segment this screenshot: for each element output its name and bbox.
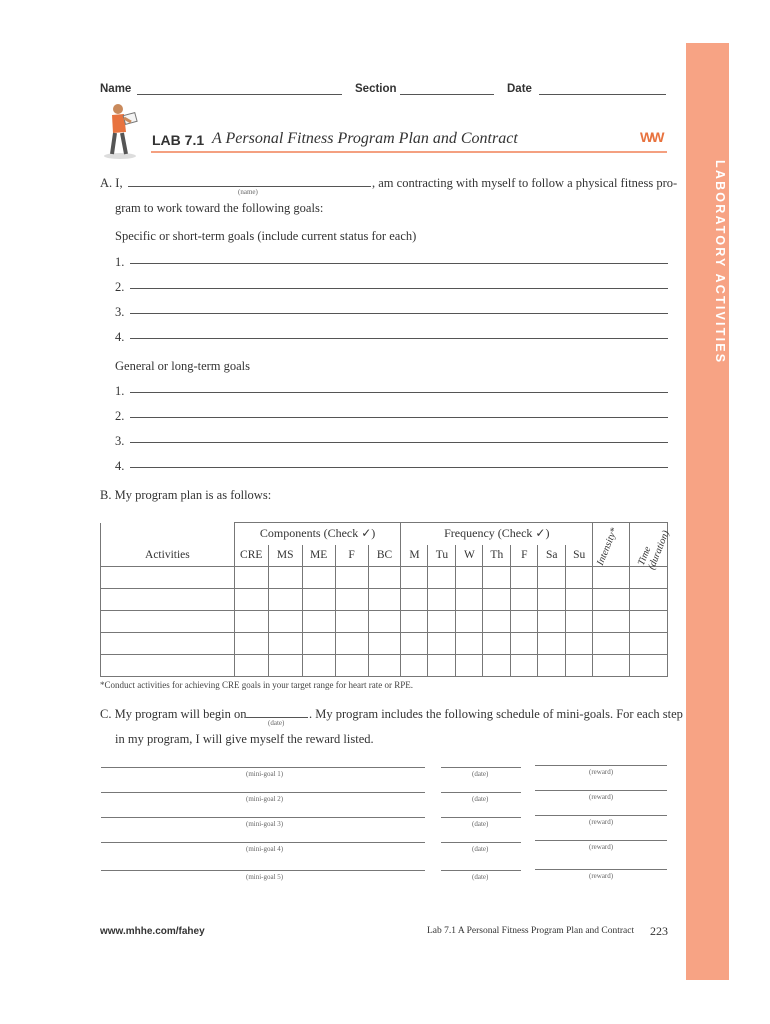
day-m: M xyxy=(401,545,428,567)
day-f: F xyxy=(511,545,538,567)
reward-caption: (reward) xyxy=(589,793,614,801)
table-cell[interactable] xyxy=(302,566,335,588)
mini-goal-date-line[interactable] xyxy=(441,792,521,793)
table-cell[interactable] xyxy=(593,632,630,654)
web-icon[interactable]: WW xyxy=(640,129,663,145)
table-cell[interactable] xyxy=(456,588,483,610)
name-field[interactable] xyxy=(137,94,342,95)
mini-goal-caption: (mini-goal 3) xyxy=(246,820,284,828)
mini-goal-date-caption: (date) xyxy=(472,820,489,828)
mini-goal-line[interactable] xyxy=(101,767,425,768)
table-cell[interactable] xyxy=(593,566,630,588)
table-cell[interactable] xyxy=(401,588,428,610)
table-cell[interactable] xyxy=(268,566,302,588)
general-goal-number: 1. xyxy=(115,384,125,398)
mini-goal-date-line[interactable] xyxy=(441,767,521,768)
table-cell[interactable] xyxy=(593,588,630,610)
section-field[interactable] xyxy=(400,94,494,95)
day-sa: Sa xyxy=(538,545,566,567)
table-cell[interactable] xyxy=(302,588,335,610)
general-goal-line[interactable] xyxy=(130,417,668,418)
table-cell[interactable] xyxy=(511,566,538,588)
table-cell[interactable] xyxy=(368,654,401,676)
mini-goal-date-caption: (date) xyxy=(472,873,489,881)
table-cell[interactable] xyxy=(234,654,268,676)
table-cell[interactable] xyxy=(268,610,302,632)
table-footnote: *Conduct activities for achieving CRE goals in your target range for heart rate or RPE. xyxy=(100,680,413,690)
section-label: Section xyxy=(355,83,397,95)
table-cell[interactable] xyxy=(234,610,268,632)
reward-line[interactable] xyxy=(535,790,667,791)
table-cell[interactable] xyxy=(630,654,668,676)
table-cell[interactable] xyxy=(428,566,456,588)
table-cell[interactable] xyxy=(456,654,483,676)
reward-line[interactable] xyxy=(535,765,667,766)
day-w: W xyxy=(456,545,483,567)
table-cell[interactable] xyxy=(268,588,302,610)
person-reading-illustration xyxy=(98,98,146,160)
table-cell[interactable] xyxy=(401,632,428,654)
table-row xyxy=(101,654,668,676)
footer-running-title: Lab 7.1 A Personal Fitness Program Plan and Contract xyxy=(427,926,635,936)
lab-title: A Personal Fitness Program Plan and Contract xyxy=(212,130,518,147)
table-cell[interactable] xyxy=(335,632,368,654)
component-cre: CRE xyxy=(234,545,268,567)
lab-number: LAB 7.1 xyxy=(152,132,205,148)
table-cell[interactable] xyxy=(566,632,593,654)
table-cell[interactable] xyxy=(335,588,368,610)
table-cell[interactable] xyxy=(368,610,401,632)
table-cell[interactable] xyxy=(511,588,538,610)
table-cell[interactable] xyxy=(483,588,511,610)
mini-goal-date-caption: (date) xyxy=(472,770,489,778)
reward-caption: (reward) xyxy=(589,818,614,826)
activities-header-cell xyxy=(101,523,235,545)
time-header xyxy=(630,523,672,572)
section-c-prefix: C. My program will begin on xyxy=(100,707,247,721)
table-cell[interactable] xyxy=(511,654,538,676)
reward-caption: (reward) xyxy=(589,872,614,880)
reward-caption: (reward) xyxy=(589,843,614,851)
table-cell[interactable] xyxy=(566,566,593,588)
table-cell[interactable] xyxy=(483,632,511,654)
table-cell[interactable] xyxy=(483,566,511,588)
table-row xyxy=(101,566,668,588)
title-rule xyxy=(151,151,667,153)
day-th: Th xyxy=(483,545,511,567)
section-a-prefix: A. I, xyxy=(100,176,123,190)
specific-goal-line[interactable] xyxy=(130,313,668,314)
table-cell[interactable] xyxy=(456,610,483,632)
day-su: Su xyxy=(566,545,593,567)
table-cell[interactable] xyxy=(335,610,368,632)
component-ms: MS xyxy=(268,545,302,567)
table-cell[interactable] xyxy=(234,566,268,588)
table-cell[interactable] xyxy=(630,566,668,588)
specific-goal-number: 3. xyxy=(115,305,125,319)
sidebar-label: LABORATORY ACTIVITIES xyxy=(713,160,727,365)
table-cell[interactable] xyxy=(538,610,566,632)
intensity-header-text: Intensity* xyxy=(595,526,621,568)
general-goal-line[interactable] xyxy=(130,392,668,393)
begin-date-caption: (date) xyxy=(268,719,285,727)
component-f: F xyxy=(335,545,368,567)
table-cell[interactable] xyxy=(456,632,483,654)
table-cell[interactable] xyxy=(593,654,630,676)
specific-goal-number: 1. xyxy=(115,255,125,269)
table-cell[interactable] xyxy=(630,632,668,654)
table-cell[interactable] xyxy=(268,654,302,676)
table-cell[interactable] xyxy=(630,610,668,632)
table-cell[interactable] xyxy=(593,610,630,632)
general-goal-line[interactable] xyxy=(130,442,668,443)
table-row xyxy=(101,610,668,632)
table-cell[interactable] xyxy=(335,654,368,676)
table-cell[interactable] xyxy=(101,632,235,654)
specific-goal-number: 4. xyxy=(115,330,125,344)
table-cell[interactable] xyxy=(566,610,593,632)
mini-goal-caption: (mini-goal 4) xyxy=(246,845,284,853)
specific-goal-line[interactable] xyxy=(130,288,668,289)
activities-header: Activities xyxy=(101,545,235,567)
table-cell[interactable] xyxy=(630,588,668,610)
table-cell[interactable] xyxy=(566,588,593,610)
table-cell[interactable] xyxy=(428,588,456,610)
table-cell[interactable] xyxy=(511,610,538,632)
mini-goal-caption: (mini-goal 2) xyxy=(246,795,284,803)
table-cell[interactable] xyxy=(428,654,456,676)
general-goal-number: 3. xyxy=(115,434,125,448)
component-bc: BC xyxy=(368,545,401,567)
name-label: Name xyxy=(100,83,132,95)
day-tu: Tu xyxy=(428,545,456,567)
table-cell[interactable] xyxy=(234,632,268,654)
table-cell[interactable] xyxy=(401,610,428,632)
table-cell[interactable] xyxy=(401,654,428,676)
table-cell[interactable] xyxy=(101,566,235,588)
section-c-suffix: . My program includes the following schedule of mini-goals. For each step xyxy=(309,707,683,721)
reward-line[interactable] xyxy=(535,815,667,816)
table-cell[interactable] xyxy=(101,610,235,632)
table-row xyxy=(101,588,668,610)
table-cell[interactable] xyxy=(368,566,401,588)
table-cell[interactable] xyxy=(302,610,335,632)
mini-goal-date-line[interactable] xyxy=(441,870,521,871)
specific-goal-line[interactable] xyxy=(130,263,668,264)
contract-name-field[interactable] xyxy=(128,186,371,187)
component-me: ME xyxy=(302,545,335,567)
table-cell[interactable] xyxy=(483,610,511,632)
footer-url[interactable]: www.mhhe.com/fahey xyxy=(100,926,205,937)
mini-goal-date-caption: (date) xyxy=(472,845,489,853)
name-caption: (name) xyxy=(238,188,258,196)
mini-goal-caption: (mini-goal 1) xyxy=(246,770,284,778)
mini-goal-caption: (mini-goal 5) xyxy=(246,873,284,881)
mini-goal-date-caption: (date) xyxy=(472,795,489,803)
general-goal-number: 4. xyxy=(115,459,125,473)
mini-goal-line[interactable] xyxy=(101,870,425,871)
section-a-suffix: , am contracting with myself to follow a physical fitness pro- xyxy=(372,176,678,190)
mini-goal-line[interactable] xyxy=(101,792,425,793)
general-goal-line[interactable] xyxy=(130,467,668,468)
table-cell[interactable] xyxy=(401,566,428,588)
mini-goal-line[interactable] xyxy=(101,842,425,843)
program-plan-table xyxy=(100,522,672,677)
table-cell[interactable] xyxy=(538,654,566,676)
reward-caption: (reward) xyxy=(589,768,614,776)
table-cell[interactable] xyxy=(335,566,368,588)
components-header: Components (Check ✓) xyxy=(234,523,401,545)
section-a-line2: gram to work toward the following goals: xyxy=(115,201,324,215)
page-number: 223 xyxy=(650,924,668,938)
specific-goals-heading: Specific or short-term goals (include current status for each) xyxy=(115,229,417,243)
table-cell[interactable] xyxy=(368,588,401,610)
table-cell[interactable] xyxy=(101,588,235,610)
section-b-intro: B. My program plan is as follows: xyxy=(100,488,272,502)
frequency-header: Frequency (Check ✓) xyxy=(401,523,593,545)
table-cell[interactable] xyxy=(428,610,456,632)
table-cell[interactable] xyxy=(483,654,511,676)
table-cell[interactable] xyxy=(456,566,483,588)
specific-goal-line[interactable] xyxy=(130,338,668,339)
table-cell[interactable] xyxy=(302,654,335,676)
table-cell[interactable] xyxy=(302,632,335,654)
reward-line[interactable] xyxy=(535,840,667,841)
section-c-line2: in my program, I will give myself the reward listed. xyxy=(115,732,374,746)
table-row xyxy=(101,632,668,654)
table-cell[interactable] xyxy=(268,632,302,654)
date-label: Date xyxy=(507,83,532,95)
time-header-text: Time (duration) xyxy=(636,529,672,572)
table-cell[interactable] xyxy=(368,632,401,654)
general-goal-number: 2. xyxy=(115,409,125,423)
mini-goal-date-line[interactable] xyxy=(441,817,521,818)
table-cell[interactable] xyxy=(538,566,566,588)
table-cell[interactable] xyxy=(101,654,235,676)
reward-line[interactable] xyxy=(535,869,667,870)
table-cell[interactable] xyxy=(538,632,566,654)
date-field[interactable] xyxy=(539,94,666,95)
mini-goal-line[interactable] xyxy=(101,817,425,818)
intensity-header xyxy=(593,523,630,567)
mini-goal-date-line[interactable] xyxy=(441,842,521,843)
table-cell[interactable] xyxy=(428,632,456,654)
specific-goal-number: 2. xyxy=(115,280,125,294)
table-cell[interactable] xyxy=(538,588,566,610)
begin-date-field[interactable] xyxy=(246,717,308,718)
table-cell[interactable] xyxy=(566,654,593,676)
table-cell[interactable] xyxy=(234,588,268,610)
general-goals-heading: General or long-term goals xyxy=(115,359,251,373)
table-cell[interactable] xyxy=(511,632,538,654)
